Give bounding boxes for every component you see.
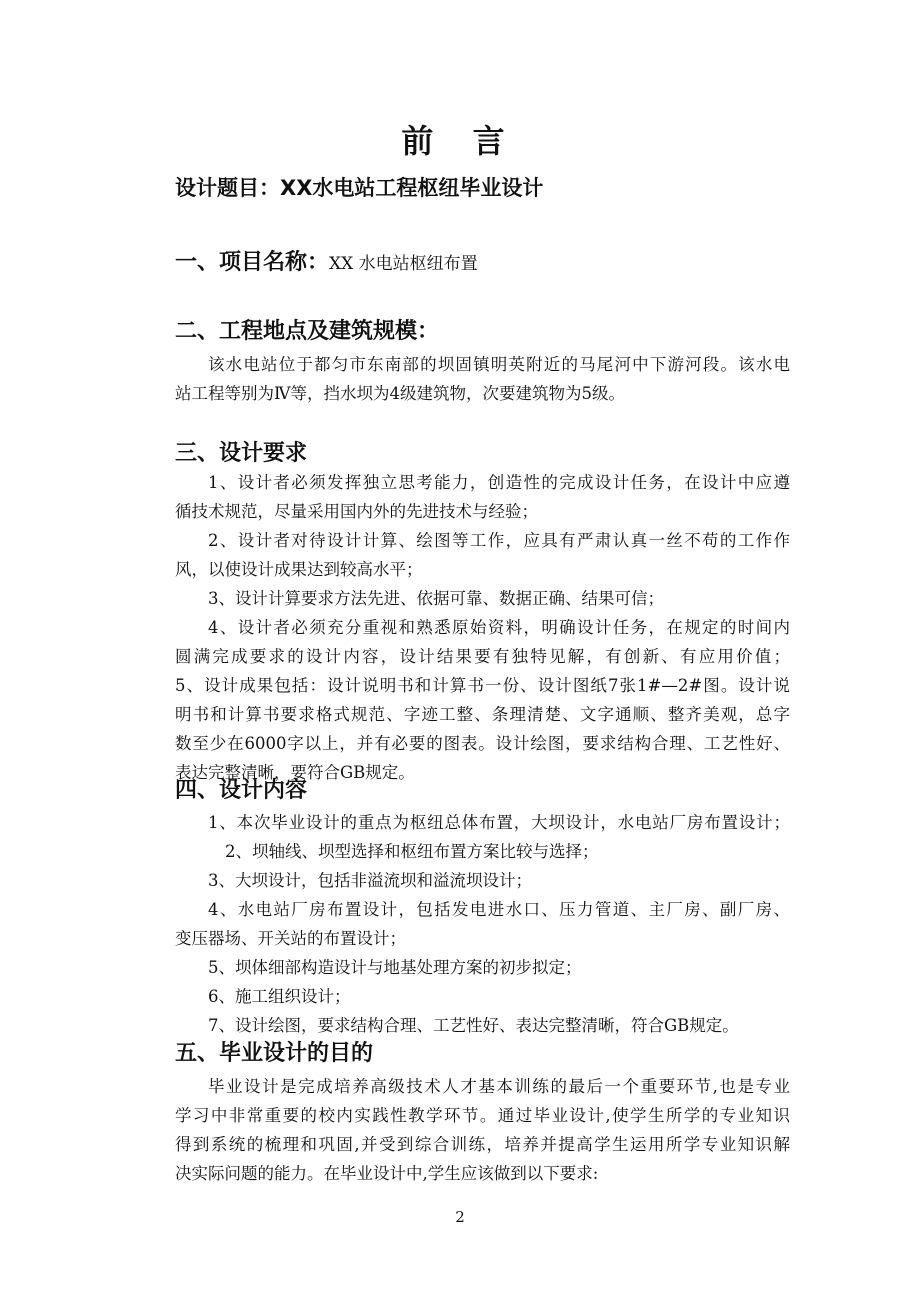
section-4-heading: 四、设计内容 [175, 778, 308, 803]
text-line: 循技术规范，尽量采用国内外的先进技术与经验； [175, 502, 538, 521]
text-line: 3、设计计算要求方法先进、依据可靠、数据正确、结果可信； [208, 589, 664, 608]
text-line: 5、设计成果包括：设计说明书和计算书一份、设计图纸7张1#—2#图。设计说 [175, 676, 790, 695]
section-heading-text: 一、项目名称： [175, 250, 330, 275]
text-line: 表达完整清晰，要符合GB规定。 [175, 763, 415, 782]
text-line: 决实际问题的能力。在毕业设计中,学生应该做到以下要求: [175, 1164, 599, 1183]
section-5-body [175, 1072, 790, 1188]
text-line: 7、设计绘图，要求结构合理、工艺性好、表达完整清晰，符合GB规定。 [208, 1016, 739, 1035]
text-line: 2、设计者对待设计计算、绘图等工作，应具有严肃认真一丝不苟的工作作 [208, 531, 790, 550]
section-1-heading [175, 245, 478, 276]
text-line: 6、施工组织设计； [208, 987, 351, 1006]
text-line: 1、本次毕业设计的重点为枢纽总体布置，大坝设计，水电站厂房布置设计； [208, 813, 790, 832]
text-line: 4、水电站厂房布置设计，包括发电进水口、压力管道、主厂房、副厂房、 [208, 900, 790, 919]
section-3-heading: 三、设计要求 [175, 441, 308, 466]
section-3-body [175, 468, 790, 787]
project-name: XX 水电站枢纽布置 [329, 254, 478, 274]
text-line: 1、设计者必须发挥独立思考能力，创造性的完成设计任务，在设计中应遵 [208, 473, 790, 492]
text-line: 变压器场、开关站的布置设计； [175, 929, 406, 948]
text-line: 毕业设计是完成培养高级技术人才基本训练的最后一个重要环节,也是专业 [208, 1077, 790, 1096]
text-line: 该水电站位于都匀市东南部的坝固镇明英附近的马尾河中下游河段。该水电 [208, 355, 790, 374]
text-line: 4、设计者必须充分重视和熟悉原始资料，明确设计任务，在规定的时间内 [208, 618, 790, 637]
text-line: 3、大坝设计，包括非溢流坝和溢流坝设计； [208, 871, 532, 890]
section-4-body [175, 808, 790, 1040]
text-line: 站工程等别为Ⅳ等，挡水坝为4级建筑物，次要建筑物为5级。 [175, 384, 625, 403]
text-line: 5、坝体细部构造设计与地基处理方案的初步拟定； [208, 958, 582, 977]
text-line: 数至少在6000字以上，并有必要的图表。设计绘图，要求结构合理、工艺性好、 [175, 734, 790, 753]
text-line: 明书和计算书要求格式规范、字迹工整、条理清楚、文字通顺、整齐美观，总字 [175, 705, 790, 724]
text-line: 学习中非常重要的校内实践性教学环节。通过毕业设计,使学生所学的专业知识 [175, 1106, 790, 1125]
page-number: 2 [455, 1208, 465, 1226]
text-line: 风，以使设计成果达到较高水平； [175, 560, 423, 579]
section-5-heading: 五、毕业设计的目的 [175, 1041, 374, 1066]
page-title: 前 言 [401, 122, 519, 160]
text-line: 2、坝轴线、坝型选择和枢纽布置方案比较与选择； [225, 842, 599, 861]
section-2-body [175, 350, 790, 408]
text-line: 圆满完成要求的设计内容，设计结果要有独特见解，有创新、有应用价值； [175, 647, 790, 666]
text-line: 得到系统的梳理和巩固,并受到综合训练，培养并提高学生运用所学专业知识解 [175, 1135, 790, 1154]
design-topic: 设计题目：XX水电站工程枢纽毕业设计 [175, 176, 544, 200]
section-2-heading: 二、工程地点及建筑规模： [175, 319, 440, 344]
